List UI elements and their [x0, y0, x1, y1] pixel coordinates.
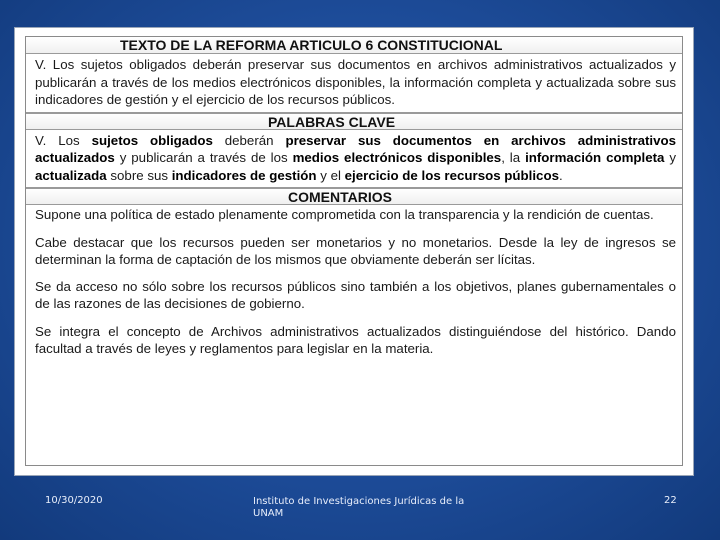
comments-body [26, 205, 682, 358]
slide-image [14, 27, 694, 476]
keywords-text: y [664, 150, 677, 165]
reform-text-paragraph: V. Los sujetos obligados deberán preservar sus documentos en archivos administrativos actualizados y publicarán a través de los medios electrónicos disponibles, la información completa y actualizada sobre sus indicadores de gestión y el ejercicio de los recursos públicos. [26, 54, 682, 113]
keyword-highlight: indicadores de gestión [171, 167, 317, 183]
comment-paragraph: Supone una política de estado plenamente comprometida con la transparencia y la rendición de cuentas. [35, 207, 654, 222]
section-heading-keywords: PALABRAS CLAVE [26, 113, 682, 130]
document-frame [25, 36, 683, 466]
keywords-text: y el [316, 167, 345, 183]
comment-paragraph: Se integra el concepto de Archivos administrativos actualizados distinguiéndose del histórico. Dando facultad a través de leyes y reglamentos para legislar en la materia. [35, 323, 676, 356]
keyword-highlight: medios electrónicos disponibles [292, 150, 502, 165]
keywords-text: deberán [212, 132, 286, 148]
footer-page-number: 22 [664, 495, 677, 506]
comment-paragraph: Se da acceso no sólo sobre los recursos públicos sino también a los objetivos, planes gubernamentales o de las razones de las decisiones de gobierno. [35, 279, 676, 312]
keyword-highlight: sujetos obligados [91, 132, 213, 148]
footer-institution: Instituto de Investigaciones Jurídicas de la UNAM [253, 496, 465, 519]
keyword-highlight: información completa [525, 150, 665, 165]
comment-paragraph: Cabe destacar que los recursos pueden ser monetarios y no monetarios. Desde la ley de ingresos se determinan la forma de captación de los mismos que obviamente deberán ser lícitas. [35, 234, 676, 267]
keywords-text: , la [501, 150, 526, 165]
keywords-paragraph [26, 130, 682, 189]
footer-date: 10/30/2020 [45, 495, 103, 506]
keywords-text: y publicarán a través de los [114, 150, 293, 165]
keyword-highlight: actualizada [35, 167, 107, 183]
section-heading-comments: COMENTARIOS [26, 188, 682, 205]
keywords-text: V. Los [35, 132, 92, 148]
keyword-highlight: preservar sus documentos en archivos administrativos actualizados [35, 132, 677, 165]
keywords-text: sobre sus [106, 167, 172, 183]
keywords-text: . [558, 167, 563, 183]
section-heading-reform-text: TEXTO DE LA REFORMA ARTICULO 6 CONSTITUCIONAL [26, 37, 682, 54]
keyword-highlight: ejercicio de los recursos públicos [344, 167, 559, 183]
